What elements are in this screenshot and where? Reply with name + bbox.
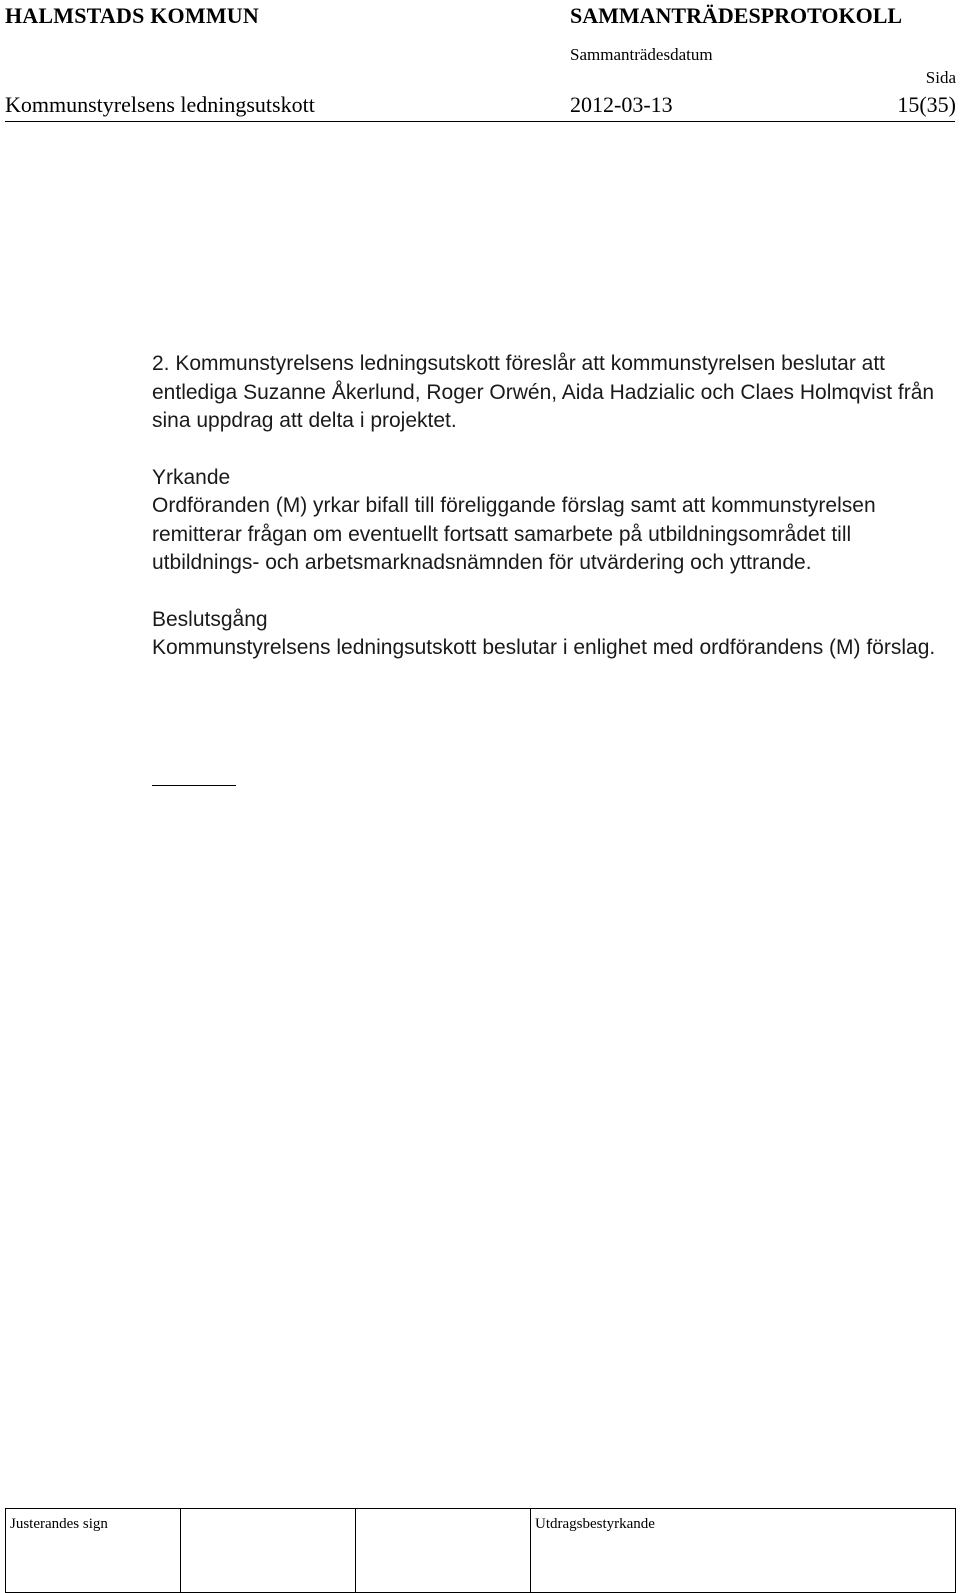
document-body [152, 350, 957, 691]
signature-table [5, 1508, 956, 1593]
section-end-rule [152, 785, 236, 786]
justerandes-sign-cell [6, 1509, 181, 1593]
committee-name: Kommunstyrelsens ledningsutskott [5, 92, 315, 117]
justerandes-sign-label: Justerandes sign [10, 1516, 108, 1532]
utdragsbestyrkande-cell [531, 1509, 956, 1593]
page-number: 15(35) [897, 92, 956, 117]
organization-name: HALMSTADS KOMMUN [5, 3, 259, 28]
header-divider [5, 121, 955, 122]
yrkande-heading: Yrkande [152, 465, 231, 489]
beslutsgang-section [152, 606, 957, 663]
page-label: Sida [925, 68, 956, 87]
beslutsgang-heading: Beslutsgång [152, 607, 268, 631]
date-label: Sammanträdesdatum [570, 45, 713, 64]
utdragsbestyrkande-label: Utdragsbestyrkande [535, 1516, 655, 1532]
meeting-date: 2012-03-13 [570, 92, 673, 117]
signature-cell-3 [356, 1509, 531, 1593]
yrkande-paragraph: Ordföranden (M) yrkar bifall till föreliggande förslag samt att kommunstyrelsen remitterar frågan om eventuellt fortsatt samarbete på utbildningsområdet till utbildnings- och arbetsmarknadsnämnden för utvärdering och yttrande. [152, 494, 876, 574]
item-paragraph: 2. Kommunstyrelsens ledningsutskott föreslår att kommunstyrelsen beslutar att entlediga Suzanne Åkerlund, Roger Orwén, Aida Hadzialic och Claes Holmqvist från sina uppdrag att delta i projektet. [152, 352, 935, 432]
beslutsgang-paragraph: Kommunstyrelsens ledningsutskott beslutar i enlighet med ordförandens (M) förslag. [152, 636, 936, 659]
signature-cell-2 [181, 1509, 356, 1593]
yrkande-section [152, 464, 957, 578]
document-type: SAMMANTRÄDESPROTOKOLL [570, 3, 903, 28]
